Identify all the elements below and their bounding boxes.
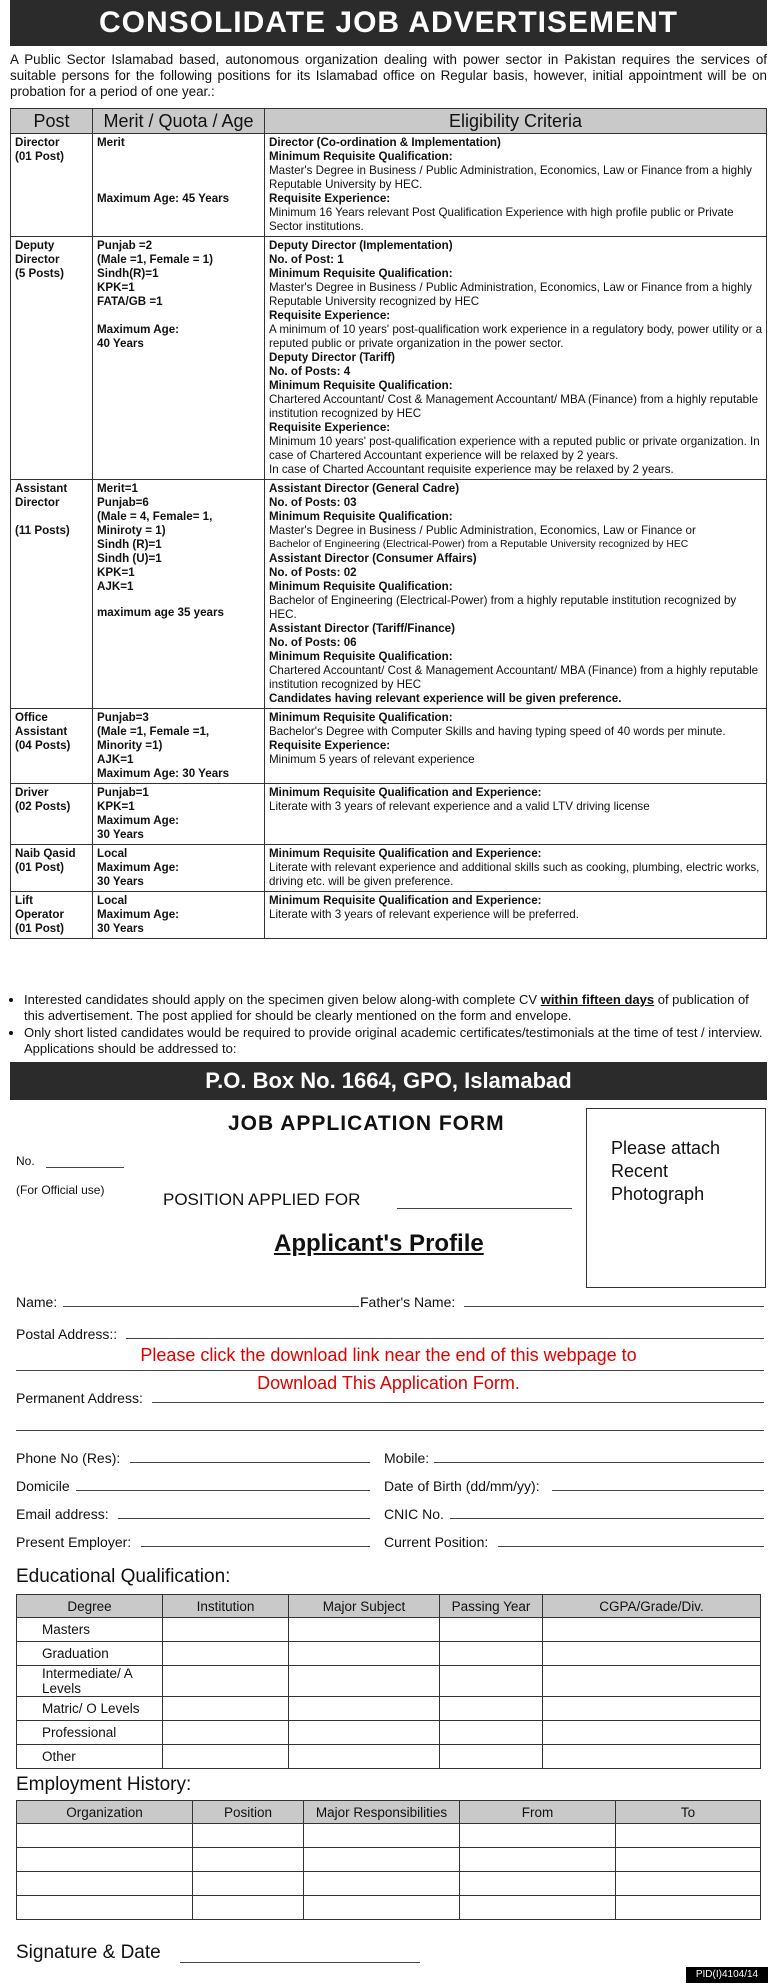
edu-input-cell[interactable] [163,1721,289,1745]
job-age-line: 40 Years [97,337,144,350]
edu-input-cell[interactable] [289,1721,440,1745]
email-label: Email address: [16,1506,109,1522]
criteria-line: Minimum Requisite Qualification: [269,510,453,523]
permanent-address-field-2[interactable] [16,1430,764,1431]
job-merit-line: Punjab=1 [97,786,149,799]
criteria-line: No. of Posts: 4 [269,365,351,378]
pid-code: PID(I)4104/14 [686,1967,768,1983]
criteria-line: Master's Degree in Business / Public Administration, Economics, Law or Finance from a highly Reputable University recognized by HEC [269,281,752,308]
col-post: Post [11,109,93,134]
job-post-line: Naib Qasid [15,847,76,860]
job-merit-line: FATA/GB =1 [97,295,163,308]
emp-header-cell: Organization [17,1801,193,1824]
criteria-line: Deputy Director (Implementation) [269,239,453,252]
table-row [17,1872,761,1896]
job-merit-line: Miniroty = 1) [97,524,166,537]
criteria-line: Requisite Experience: [269,739,391,752]
job-row [11,237,767,480]
emp-header-cell: To [616,1801,761,1824]
job-merit-line: KPK=1 [97,800,135,813]
edu-input-cell[interactable] [543,1666,761,1697]
edu-header-cell: Passing Year [440,1595,543,1618]
job-merit-line: Sindh (R)=1 [97,538,162,551]
criteria-line: Minimum 16 Years relevant Post Qualification Experience with high profile public or Private Sector institutions. [269,206,734,233]
emp-input-cell[interactable] [616,1896,761,1920]
criteria-line: Deputy Director (Tariff) [269,351,396,364]
edu-header-cell: Institution [163,1595,289,1618]
job-post-line: (11 Posts) [15,524,70,537]
job-merit-line: (Male =1, Female = 1) [97,253,213,266]
criteria-line: Minimum Requisite Qualification and Experience: [269,894,542,907]
job-age-line: maximum age 35 years [97,606,224,619]
jobs-table [10,108,767,939]
emp-input-cell[interactable] [460,1872,616,1896]
emp-input-cell[interactable] [616,1824,761,1848]
edu-degree-cell: Other [17,1745,163,1769]
criteria-line: Chartered Accountant/ Cost & Management Accountant/ MBA (Finance) from a highly reputable institution recognized by HEC [269,664,759,691]
emp-input-cell[interactable] [616,1848,761,1872]
no-label: No. [16,1154,35,1168]
criteria-line: Minimum 5 years of relevant experience [269,753,475,766]
edu-input-cell[interactable] [289,1745,440,1769]
criteria-line: Minimum Requisite Qualification: [269,150,453,163]
criteria-line: Master's Degree in Business / Public Administration, Economics, Law or Finance or [269,524,696,537]
note-apply: • Interested candidates should apply on the specimen given below along-with complete CV within fifteen days of publication of this advertisement. The post applied for should be clearly mentioned on the form and envelope. [24,992,767,1024]
domicile-label: Domicile [16,1478,70,1494]
criteria-line: Literate with 3 years of relevant experience will be preferred. [269,908,579,921]
edu-input-cell[interactable] [163,1666,289,1697]
job-row [11,480,767,709]
job-post-cell [11,134,93,237]
job-merit-cell [93,709,265,784]
criteria-line: No. of Posts: 06 [269,636,357,649]
job-criteria-cell [265,237,767,480]
job-criteria-cell [265,480,767,709]
table-row [17,1745,761,1769]
edu-input-cell[interactable] [543,1745,761,1769]
edu-header-cell: Major Subject [289,1595,440,1618]
table-row [17,1697,761,1721]
current-position-field[interactable] [498,1546,764,1547]
official-use-label: (For Official use) [16,1183,105,1197]
criteria-line: No. of Posts: 02 [269,566,357,579]
address-banner: P.O. Box No. 1664, GPO, Islamabad [10,1062,767,1100]
postal-address-field[interactable] [126,1338,764,1339]
criteria-line: Minimum Requisite Qualification: [269,650,453,663]
education-table [16,1594,761,1769]
emp-header-cell: Major Responsibilities [304,1801,460,1824]
job-criteria-cell [265,892,767,939]
emp-input-cell[interactable] [304,1872,460,1896]
job-merit-cell [93,784,265,845]
download-notice-1: Please click the download link near the end of this webpage to [140,1345,637,1365]
job-post-line: Assistant [15,725,68,738]
job-post-line: (01 Post) [15,150,64,163]
emp-input-cell[interactable] [193,1824,304,1848]
criteria-line: Master's Degree in Business / Public Administration, Economics, Law or Finance from a highly Reputable University by HEC. [269,164,752,191]
edu-input-cell[interactable] [543,1618,761,1642]
edu-degree-cell: Matric/ O Levels [17,1697,163,1721]
criteria-line: Requisite Experience: [269,421,391,434]
col-criteria: Eligibility Criteria [265,109,767,134]
job-merit-cell [93,892,265,939]
col-merit: Merit / Quota / Age [93,109,265,134]
job-merit-cell [93,134,265,237]
signature-label: Signature & Date [16,1942,161,1963]
emp-header-cell: Position [193,1801,304,1824]
permanent-address-field[interactable] [152,1402,764,1403]
emp-input-cell[interactable] [460,1896,616,1920]
table-row [17,1642,761,1666]
mobile-field[interactable] [434,1462,764,1463]
criteria-line: Minimum 10 years' post-qualification experience with a reputed public or private organization. In case of Chartered Accountant experience will be relaxed by 2 years. [269,435,760,462]
job-post-line: Director [15,136,60,149]
spacer [97,594,261,606]
table-row [17,1848,761,1872]
job-merit-line: Punjab=6 [97,496,149,509]
criteria-line: Requisite Experience: [269,192,391,205]
notes [10,992,767,1058]
job-merit-line: Local [97,894,128,907]
job-row [11,709,767,784]
criteria-line: Bachelor of Engineering (Electrical-Power) from a highly reputable institution recognized by HEC. [269,594,737,621]
download-notice-2: Download This Application Form. [257,1373,520,1393]
job-post-cell [11,845,93,892]
edu-degree-cell: Masters [17,1618,163,1642]
job-criteria-cell [265,784,767,845]
no-field[interactable] [46,1167,124,1168]
emp-header-cell: From [460,1801,616,1824]
job-post-line: Lift [15,894,34,907]
criteria-line: Director (Co-ordination & Implementation) [269,136,501,149]
criteria-line: Minimum Requisite Qualification and Experience: [269,786,542,799]
page-title: CONSOLIDATE JOB ADVERTISEMENT [10,0,767,46]
table-row [17,1824,761,1848]
edu-input-cell[interactable] [543,1721,761,1745]
criteria-line: Literate with relevant experience and additional skills such as cooking, plumbing, electric works, driving etc. will be given preference. [269,861,760,888]
job-post-line: (5 Posts) [15,267,64,280]
job-merit-line: Sindh (U)=1 [97,552,162,565]
criteria-line: Assistant Director (Consumer Affairs) [269,552,477,565]
spacer [97,309,261,323]
dob-label: Date of Birth (dd/mm/yy): [384,1478,540,1494]
edu-header-cell: Degree [17,1595,163,1618]
position-applied-label: POSITION APPLIED FOR [163,1190,361,1209]
name-label: Name: [16,1294,58,1310]
present-employer-field[interactable] [141,1546,370,1547]
edu-input-cell[interactable] [440,1721,543,1745]
criteria-line: Bachelor's Degree with Computer Skills and having typing speed of 40 words per minute. [269,725,726,738]
criteria-line: Minimum Requisite Qualification and Experience: [269,847,542,860]
job-post-cell [11,237,93,480]
edu-header-cell: CGPA/Grade/Div. [543,1595,761,1618]
criteria-line: Assistant Director (General Cadre) [269,482,460,495]
note-shortlist: • Only short listed candidates would be required to provide original academic certificates/testimonials at the time of test / interview. Applications should be addressed to: [24,1025,767,1057]
job-merit-line: Maximum Age: [97,861,180,874]
criteria-line: Minimum Requisite Qualification: [269,711,453,724]
criteria-line: A minimum of 10 years' post-qualification work experience in a regulatory body, power utility or a reputed public or private organization in the power sector. [269,323,763,350]
criteria-line: Chartered Accountant/ Cost & Management Accountant/ MBA (Finance) from a highly reputable institution recognized by HEC [269,393,759,420]
job-row [11,134,767,237]
position-applied-field[interactable] [397,1208,572,1209]
job-merit-line: (Male = 4, Female= 1, [97,510,213,523]
criteria-line: In case of Charted Accountant requisite experience may be relaxed by 2 years. [269,463,674,476]
job-criteria-cell [265,845,767,892]
emp-input-cell[interactable] [460,1848,616,1872]
job-row [11,892,767,939]
jobs-table-header [11,109,767,134]
criteria-line: Bachelor of Engineering (Electrical-Power) from a Reputable University recognized by HEC [269,539,689,550]
job-merit-line: 30 Years [97,875,144,888]
criteria-line: Minimum Requisite Qualification: [269,580,453,593]
job-post-cell [11,892,93,939]
profile-title: Applicant's Profile [274,1230,484,1257]
job-merit-cell [93,480,265,709]
emp-input-cell[interactable] [193,1872,304,1896]
signature-field[interactable] [180,1962,420,1963]
cnic-label: CNIC No. [384,1506,444,1522]
emp-input-cell[interactable] [17,1848,193,1872]
job-post-line: Director [15,496,60,509]
job-merit-line: Local [97,847,128,860]
emp-input-cell[interactable] [304,1824,460,1848]
present-employer-label: Present Employer: [16,1534,132,1550]
job-merit-line: Punjab=3 [97,711,149,724]
job-merit-cell [93,845,265,892]
criteria-line: Minimum Requisite Qualification: [269,267,453,280]
criteria-line: No. of Post: 1 [269,253,344,266]
job-post-line: (02 Posts) [15,800,71,813]
job-post-line: (04 Posts) [15,739,71,752]
job-merit-line: AJK=1 [97,580,134,593]
education-title: Educational Qualification: [16,1566,231,1587]
criteria-line: Minimum Requisite Qualification: [269,379,453,392]
emp-input-cell[interactable] [304,1896,460,1920]
father-name-field[interactable] [464,1306,764,1307]
criteria-line: Assistant Director (Tariff/Finance) [269,622,455,635]
table-row [17,1666,761,1697]
job-post-line: (01 Post) [15,922,64,935]
job-post-line: Assistant [15,482,68,495]
edu-input-cell[interactable] [440,1745,543,1769]
job-merit-line: 30 Years [97,922,144,935]
criteria-line: No. of Posts: 03 [269,496,357,509]
job-criteria-cell [265,134,767,237]
intro-paragraph: A Public Sector Islamabad based, autonomous organization dealing with power sector in Pakistan requires the services of suitable persons for the following positions for its Islamabad office on Regular basis, however, initial appointment will be on probation for a period of one year.: [10,52,767,99]
job-merit-line: (Male =1, Female =1, [97,725,210,738]
edu-input-cell[interactable] [440,1618,543,1642]
cnic-field[interactable] [450,1518,764,1519]
edu-input-cell[interactable] [289,1642,440,1666]
job-merit-line: Minority =1) [97,739,163,752]
emp-input-cell[interactable] [304,1848,460,1872]
job-post-cell [11,709,93,784]
current-position-label: Current Position: [384,1534,489,1550]
edu-input-cell[interactable] [289,1618,440,1642]
employment-table [16,1800,761,1920]
father-name-label: Father's Name: [360,1294,456,1310]
job-post-cell [11,784,93,845]
table-row [17,1896,761,1920]
criteria-line: Candidates having relevant experience will be given preference. [269,692,622,705]
phone-field[interactable] [130,1462,370,1463]
job-merit-line: Merit [97,136,125,149]
emp-input-cell[interactable] [460,1824,616,1848]
job-row [11,784,767,845]
emp-input-cell[interactable] [193,1896,304,1920]
emp-input-cell[interactable] [17,1872,193,1896]
name-field[interactable] [63,1306,359,1307]
photo-box[interactable]: Please attach Recent Photograph [586,1108,766,1288]
criteria-line: Literate with 3 years of relevant experience and a valid LTV driving license [269,800,650,813]
job-merit-line: AJK=1 [97,753,134,766]
table-row [17,1618,761,1642]
job-merit-line: Punjab =2 [97,239,153,252]
employment-title: Employment History: [16,1774,192,1795]
note-deadline: within fifteen days [540,992,655,1007]
edu-input-cell[interactable] [163,1642,289,1666]
email-field[interactable] [118,1518,370,1519]
job-post-line: Office [15,711,48,724]
emp-input-cell[interactable] [193,1848,304,1872]
job-merit-line: KPK=1 [97,566,135,579]
table-row [17,1721,761,1745]
job-post-line: Operator [15,908,64,921]
job-post-line: Director [15,253,60,266]
criteria-line: Requisite Experience: [269,309,391,322]
emp-input-cell[interactable] [17,1896,193,1920]
edu-input-cell[interactable] [440,1697,543,1721]
dob-field[interactable] [552,1490,764,1491]
job-merit-line: Maximum Age: 30 Years [97,767,230,780]
mobile-label: Mobile: [384,1450,430,1466]
job-merit-line: 30 Years [97,828,144,841]
edu-input-cell[interactable] [163,1618,289,1642]
job-merit-line: Sindh(R)=1 [97,267,159,280]
domicile-field[interactable] [76,1490,370,1491]
phone-label: Phone No (Res): [16,1450,121,1466]
edu-input-cell[interactable] [163,1745,289,1769]
job-merit-line: Maximum Age: [97,908,180,921]
job-age-line: Maximum Age: 45 Years [97,192,230,205]
form-title: JOB APPLICATION FORM [228,1112,505,1135]
job-merit-line: KPK=1 [97,281,135,294]
job-post-cell [11,480,93,709]
job-criteria-cell [265,709,767,784]
postal-address-label: Postal Address:: [16,1326,118,1342]
edu-degree-cell: Graduation [17,1642,163,1666]
edu-input-cell[interactable] [289,1697,440,1721]
job-age-line: Maximum Age: [97,323,180,336]
edu-degree-cell: Intermediate/ A Levels [17,1666,163,1697]
job-merit-line: Maximum Age: [97,814,180,827]
job-post-line: (01 Post) [15,861,64,874]
spacer [97,150,261,192]
emp-input-cell[interactable] [17,1824,193,1848]
permanent-address-label: Permanent Address: [16,1390,143,1406]
job-post-line: Driver [15,786,49,799]
edu-input-cell[interactable] [163,1697,289,1721]
postal-address-field-2[interactable] [16,1370,764,1371]
job-merit-cell [93,237,265,480]
job-post-line [15,510,89,524]
edu-degree-cell: Professional [17,1721,163,1745]
edu-input-cell[interactable] [543,1642,761,1666]
job-post-line: Deputy [15,239,55,252]
edu-input-cell[interactable] [289,1666,440,1697]
job-row [11,845,767,892]
emp-input-cell[interactable] [616,1872,761,1896]
edu-input-cell[interactable] [440,1666,543,1697]
edu-input-cell[interactable] [543,1697,761,1721]
job-merit-line: Merit=1 [97,482,138,495]
edu-input-cell[interactable] [440,1642,543,1666]
